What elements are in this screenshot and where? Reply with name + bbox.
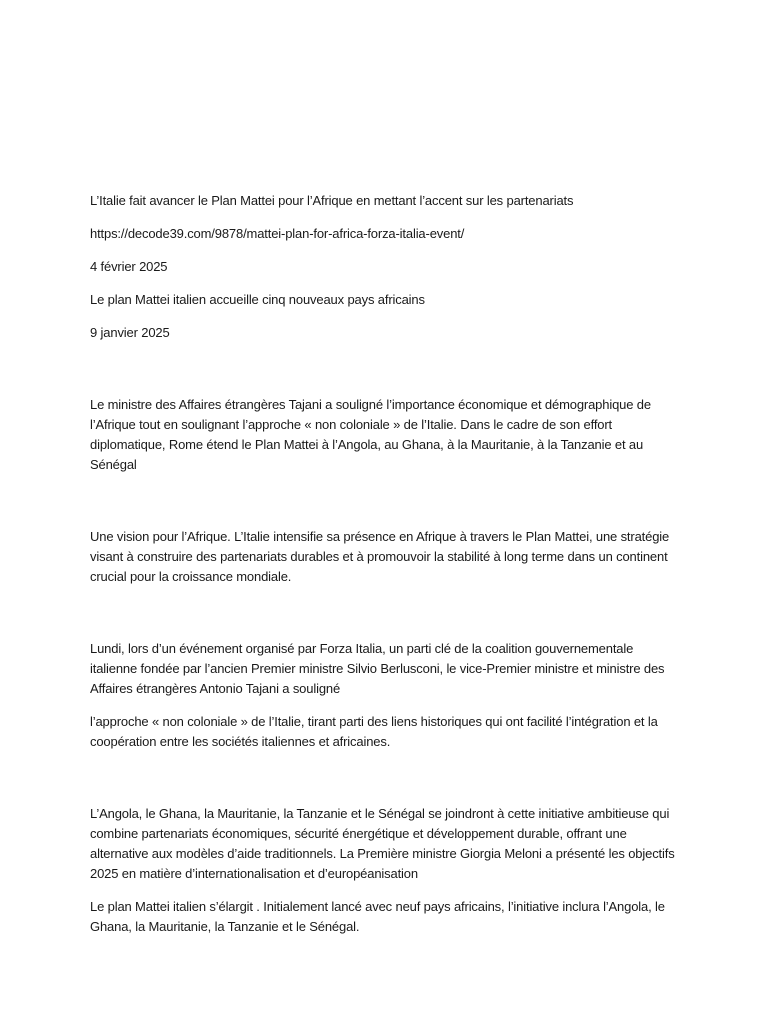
paragraph: l’approche « non coloniale » de l’Italie, tirant parti des liens historiques qui ont facilité l’intégration et la coopération entre les sociétés italiennes et africaines. [90, 714, 658, 749]
source-url: https://decode39.com/9878/mattei-plan-for-africa-forza-italia-event/ [90, 226, 465, 241]
paragraph: Lundi, lors d’un événement organisé par Forza Italia, un parti clé de la coalition gouvernementale italienne fondée par l’ancien Premier ministre Silvio Berlusconi, le vice-Premier ministre et ministre des Affaires étrangères Antonio Tajani a souligné [90, 641, 665, 696]
article-subtitle: Le plan Mattei italien accueille cinq nouveaux pays africains [90, 292, 425, 307]
article-title: L’Italie fait avancer le Plan Mattei pour l’Afrique en mettant l’accent sur les partenariats [90, 193, 574, 208]
paragraph: Une vision pour l’Afrique. L’Italie intensifie sa présence en Afrique à travers le Plan Mattei, une stratégie visant à construire des partenariats durables et à promouvoir la stabilité à long terme dans un continent crucial pour la croissance mondiale. [90, 529, 670, 584]
paragraph: Le plan Mattei italien s’élargit . Initialement lancé avec neuf pays africains, l’initiative inclura l’Angola, le Ghana, la Mauritanie, la Tanzanie et le Sénégal. [90, 899, 665, 934]
paragraph: Le ministre des Affaires étrangères Tajani a souligné l’importance économique et démographique de l’Afrique tout en soulignant l’approche « non coloniale » de l’Italie. Dans le cadre de son effort diplomatique, Rome étend le Plan Mattei à l’Angola, au Ghana, à la Mauritanie, à la Tanzanie et au Sénégal [90, 397, 651, 472]
paragraph: L’Angola, le Ghana, la Mauritanie, la Tanzanie et le Sénégal se joindront à cette initiative ambitieuse qui combine partenariats économiques, sécurité énergétique et développement durable, offrant une alternative aux modèles d’aide traditionnels. La Première ministre Giorgia Meloni a présenté les objectifs 2025 en matière d’internationalisation et d’européanisation [90, 806, 675, 881]
document-page [90, 191, 680, 937]
publication-date: 4 février 2025 [90, 259, 168, 274]
subtitle-date: 9 janvier 2025 [90, 325, 170, 340]
